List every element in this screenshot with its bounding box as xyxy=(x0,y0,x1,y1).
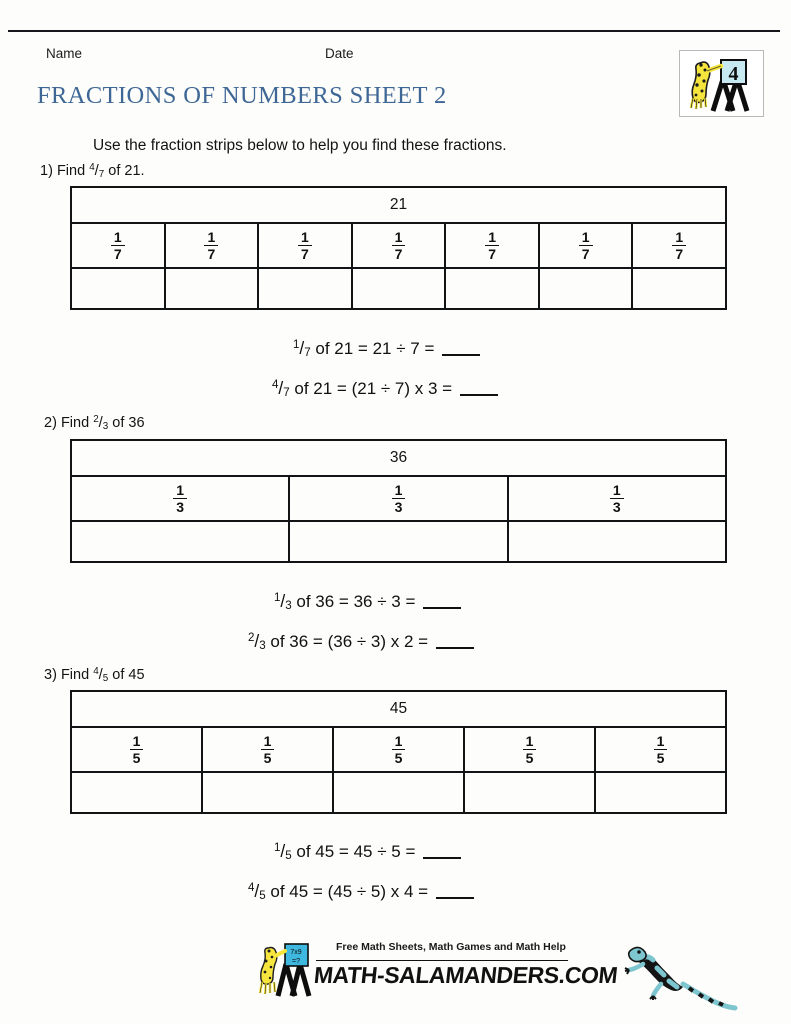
strip-1-answer-cell[interactable] xyxy=(259,269,353,308)
equation-text: of 36 = (36 ÷ 3) x 2 = xyxy=(265,632,433,651)
problem-2-fraction: $^2$/3 xyxy=(93,414,109,432)
strip-1-unit-cell: 1 7 xyxy=(259,224,353,267)
grade-badge xyxy=(679,50,764,117)
footer-domain-text[interactable]: MATH-SALAMANDERS.COM xyxy=(312,962,619,988)
problem-3-prefix: Find xyxy=(60,667,94,684)
footer-tagline: Free Math Sheets, Math Games and Math Help xyxy=(336,941,566,953)
instructions-text: Use the fraction strips below to help you find these fractions. xyxy=(93,137,507,154)
footer-salamander-easel-icon xyxy=(258,940,314,998)
answer-blank[interactable] xyxy=(436,647,474,649)
salamander-easel-logo-icon xyxy=(680,51,761,114)
strip-3-unit-cell: 1 5 xyxy=(596,728,725,771)
problem-2-suffix: of 36 xyxy=(108,415,145,432)
equation-fraction: $^2$/3 xyxy=(248,631,266,653)
corner-salamander-icon xyxy=(617,940,747,1014)
strip-1-unit-cell: 1 7 xyxy=(166,224,260,267)
strip-1-total: 21 xyxy=(72,188,725,224)
problem-3-fraction: $^4$/5 xyxy=(93,666,109,684)
strip-1-answer-cell[interactable] xyxy=(446,269,540,308)
problem-2-prefix: Find xyxy=(60,415,94,432)
strip-2-answer-cell[interactable] xyxy=(72,522,290,561)
strip-3-answer-row xyxy=(72,773,725,812)
strip-3-answer-cell[interactable] xyxy=(72,773,203,812)
problem-1-equation-2 xyxy=(272,378,498,400)
fraction-strip-3 xyxy=(70,690,727,814)
footer-divider xyxy=(316,960,568,961)
page-title: FRACTIONS OF NUMBERS SHEET 2 xyxy=(37,82,447,109)
equation-text: of 21 = 21 ÷ 7 = xyxy=(310,339,440,358)
strip-1-answer-row xyxy=(72,269,725,308)
fraction-strip-2 xyxy=(70,439,727,563)
strip-3-answer-cell[interactable] xyxy=(465,773,596,812)
strip-2-answer-cell[interactable] xyxy=(290,522,508,561)
strip-3-unit-cell: 1 5 xyxy=(203,728,334,771)
equation-text: of 36 = 36 ÷ 3 = xyxy=(291,592,421,611)
strip-1-unit-row xyxy=(72,224,725,269)
strip-2-unit-cell: 1 3 xyxy=(72,477,290,520)
equation-fraction: $^1$/3 xyxy=(274,591,292,613)
equation-text: of 45 = 45 ÷ 5 = xyxy=(291,842,421,861)
header-fields xyxy=(0,46,791,68)
strip-2-answer-row xyxy=(72,522,725,561)
answer-blank[interactable] xyxy=(423,857,461,859)
strip-3-answer-cell[interactable] xyxy=(334,773,465,812)
answer-blank[interactable] xyxy=(460,394,498,396)
equation-fraction: $^4$/7 xyxy=(272,378,290,400)
name-field-label: Name xyxy=(46,46,83,61)
problem-2-equation-2 xyxy=(248,631,474,653)
problem-3-number: 3) xyxy=(44,667,57,684)
strip-3-answer-cell[interactable] xyxy=(203,773,334,812)
problem-1-fraction: $^4$/7 xyxy=(89,162,105,180)
problem-1-suffix: of 21. xyxy=(104,163,145,180)
strip-2-answer-cell[interactable] xyxy=(509,522,725,561)
strip-1-unit-cell: 1 7 xyxy=(72,224,166,267)
strip-3-unit-row xyxy=(72,728,725,773)
problem-3-prompt xyxy=(44,667,145,684)
strip-1-answer-cell[interactable] xyxy=(540,269,634,308)
equation-fraction: $^1$/5 xyxy=(274,841,292,863)
problem-2-number: 2) xyxy=(44,415,57,432)
strip-1-unit-cell: 1 7 xyxy=(633,224,725,267)
problem-1-prefix: Find xyxy=(56,163,90,180)
strip-1-answer-cell[interactable] xyxy=(353,269,447,308)
answer-blank[interactable] xyxy=(442,354,480,356)
date-field-label: Date xyxy=(325,46,354,61)
problem-3-equation-1 xyxy=(274,841,461,863)
strip-1-unit-cell: 1 7 xyxy=(446,224,540,267)
problem-3-suffix: of 45 xyxy=(108,667,145,684)
strip-3-unit-cell: 1 5 xyxy=(465,728,596,771)
strip-2-total: 36 xyxy=(72,441,725,477)
svg-text:7x9: 7x9 xyxy=(290,949,302,956)
strip-2-unit-cell: 1 3 xyxy=(509,477,725,520)
strip-3-unit-cell: 1 5 xyxy=(334,728,465,771)
equation-fraction: $^1$/7 xyxy=(293,338,311,360)
strip-3-total: 45 xyxy=(72,692,725,728)
fraction-strip-1 xyxy=(70,186,727,310)
strip-3-unit-cell: 1 5 xyxy=(72,728,203,771)
strip-1-answer-cell[interactable] xyxy=(166,269,260,308)
strip-3-answer-cell[interactable] xyxy=(596,773,725,812)
problem-2-equation-1 xyxy=(274,591,461,613)
strip-1-unit-cell: 1 7 xyxy=(540,224,634,267)
equation-text: of 21 = (21 ÷ 7) x 3 = xyxy=(289,379,457,398)
strip-2-unit-cell: 1 3 xyxy=(290,477,508,520)
equation-fraction: $^4$/5 xyxy=(248,881,266,903)
strip-1-answer-cell[interactable] xyxy=(72,269,166,308)
problem-2-prompt xyxy=(44,415,145,432)
equation-text: of 45 = (45 ÷ 5) x 4 = xyxy=(265,882,433,901)
footer-logo[interactable] xyxy=(258,938,619,1000)
strip-1-unit-cell: 1 7 xyxy=(353,224,447,267)
problem-1-number: 1) xyxy=(40,163,53,180)
problem-3-equation-2 xyxy=(248,881,474,903)
answer-blank[interactable] xyxy=(423,607,461,609)
svg-text:4: 4 xyxy=(728,63,739,85)
problem-1-equation-1 xyxy=(293,338,480,360)
strip-2-unit-row xyxy=(72,477,725,522)
problem-1-prompt xyxy=(40,163,145,180)
page-top-rule xyxy=(8,30,780,32)
strip-1-answer-cell[interactable] xyxy=(633,269,725,308)
svg-text:=?: =? xyxy=(292,958,300,965)
answer-blank[interactable] xyxy=(436,897,474,899)
